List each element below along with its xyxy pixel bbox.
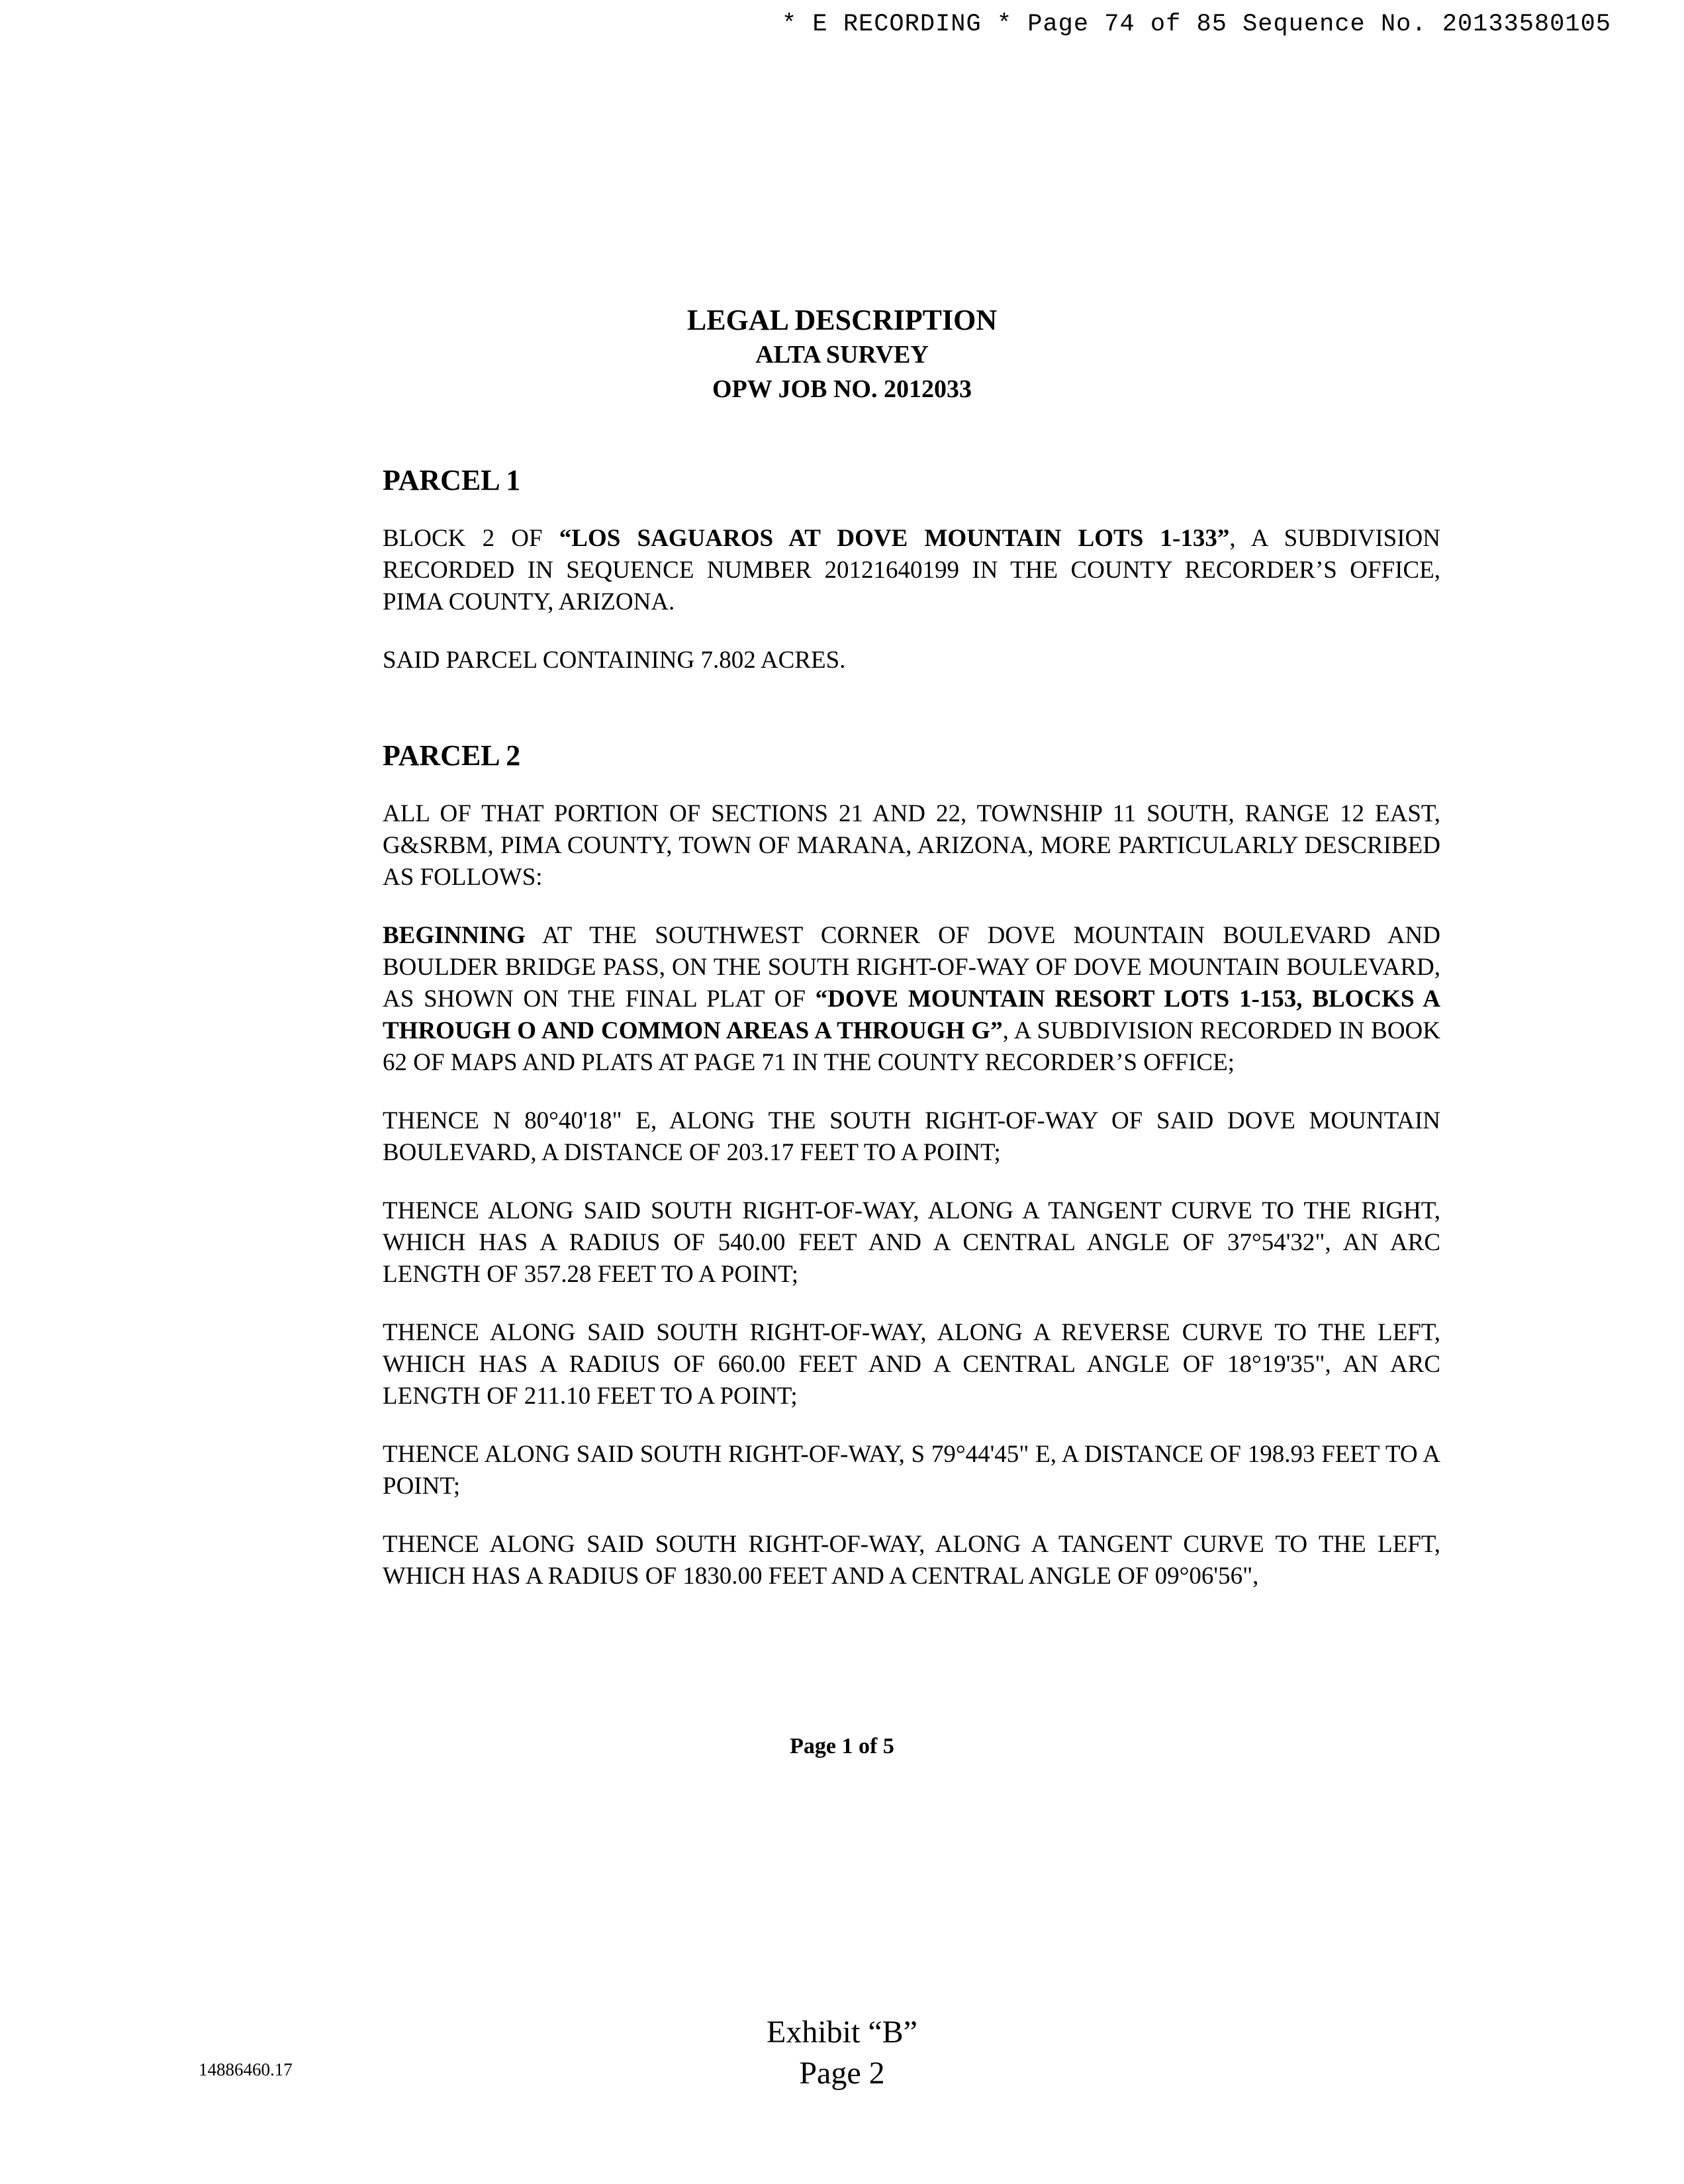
course-1: THENCE N 80°40'18" E, ALONG THE SOUTH RIGHT-OF-WAY OF SAID DOVE MOUNTAIN BOULEVARD, A DISTANCE OF 203.17 FEET TO A POINT; xyxy=(383,1107,1440,1166)
exhibit-page: Page 2 xyxy=(799,2056,885,2091)
course-5: THENCE ALONG SAID SOUTH RIGHT-OF-WAY, ALONG A TANGENT CURVE TO THE LEFT, WHICH HAS A RADIUS OF 1830.00 FEET AND A CENTRAL ANGLE OF 09°06'56", xyxy=(383,1531,1440,1590)
document-title: LEGAL DESCRIPTION xyxy=(686,304,998,336)
parcel-2-heading: PARCEL 2 xyxy=(383,739,521,772)
document-number: 14886460.17 xyxy=(199,2060,293,2079)
title-block xyxy=(0,303,1684,406)
parcel-1-description-end: , A SUBDIVISION RECORDED IN SEQUENCE NUMBER 20121640199 IN THE COUNTY RECORDER’S OFFICE, PIMA COUNTY, ARIZONA. xyxy=(383,525,1440,615)
parcel-1-acreage: SAID PARCEL CONTAINING 7.802 ACRES. xyxy=(383,647,846,674)
legal-description-body xyxy=(383,465,1440,1619)
subdivision-name: “LOS SAGUAROS AT DOVE MOUNTAIN LOTS 1-133” xyxy=(559,525,1230,552)
parcel-1-description-start: BLOCK 2 OF xyxy=(383,525,559,552)
parcel-2-beginning-mid: AT THE SOUTHWEST CORNER OF DOVE MOUNTAIN BOULEVARD AND BOULDER BRIDGE PASS, ON THE SOUTH RIGHT-OF-WAY OF DOVE MOUNTAIN BOULEVARD, AS SHOWN ON THE FINAL PLAT OF xyxy=(383,922,1440,1013)
parcel-1-description xyxy=(383,523,1440,618)
course-2: THENCE ALONG SAID SOUTH RIGHT-OF-WAY, ALONG A TANGENT CURVE TO THE RIGHT, WHICH HAS A RADIUS OF 540.00 FEET AND A CENTRAL ANGLE OF 37°54'32", AN ARC LENGTH OF 357.28 FEET TO A POINT; xyxy=(383,1197,1440,1288)
plat-name: “DOVE MOUNTAIN RESORT LOTS 1-153, BLOCKS A THROUGH O AND COMMON AREAS A THROUGH G” xyxy=(383,985,1440,1044)
exhibit-title: Exhibit “B” xyxy=(767,2015,917,2050)
page-number: Page 1 of 5 xyxy=(790,1734,894,1758)
document-subtitle: ALTA SURVEY xyxy=(755,341,929,369)
parcel-2-intro: ALL OF THAT PORTION OF SECTIONS 21 AND 22, TOWNSHIP 11 SOUTH, RANGE 12 EAST, G&SRBM, PIMA COUNTY, TOWN OF MARANA, ARIZONA, MORE PARTICULARLY DESCRIBED AS FOLLOWS: xyxy=(383,800,1440,891)
exhibit-label xyxy=(0,2012,1684,2094)
parcel-2-beginning xyxy=(383,920,1440,1079)
spacer xyxy=(383,703,1440,740)
recording-header: * E RECORDING * Page 74 of 85 Sequence No. 20133580105 xyxy=(782,11,1611,38)
parcel-2-beginning-end: , A SUBDIVISION RECORDED IN BOOK 62 OF MAPS AND PLATS AT PAGE 71 IN THE COUNTY RECORDER’S OFFICE; xyxy=(383,1017,1440,1076)
parcel-1-heading: PARCEL 1 xyxy=(383,464,521,496)
course-3: THENCE ALONG SAID SOUTH RIGHT-OF-WAY, ALONG A REVERSE CURVE TO THE LEFT, WHICH HAS A RADIUS OF 660.00 FEET AND A CENTRAL ANGLE OF 18°19'35", AN ARC LENGTH OF 211.10 FEET TO A POINT; xyxy=(383,1319,1440,1410)
beginning-keyword: BEGINNING xyxy=(383,922,526,949)
job-number: OPW JOB NO. 2012033 xyxy=(712,375,972,403)
course-4: THENCE ALONG SAID SOUTH RIGHT-OF-WAY, S 79°44'45" E, A DISTANCE OF 198.93 FEET TO A POINT; xyxy=(383,1441,1440,1500)
